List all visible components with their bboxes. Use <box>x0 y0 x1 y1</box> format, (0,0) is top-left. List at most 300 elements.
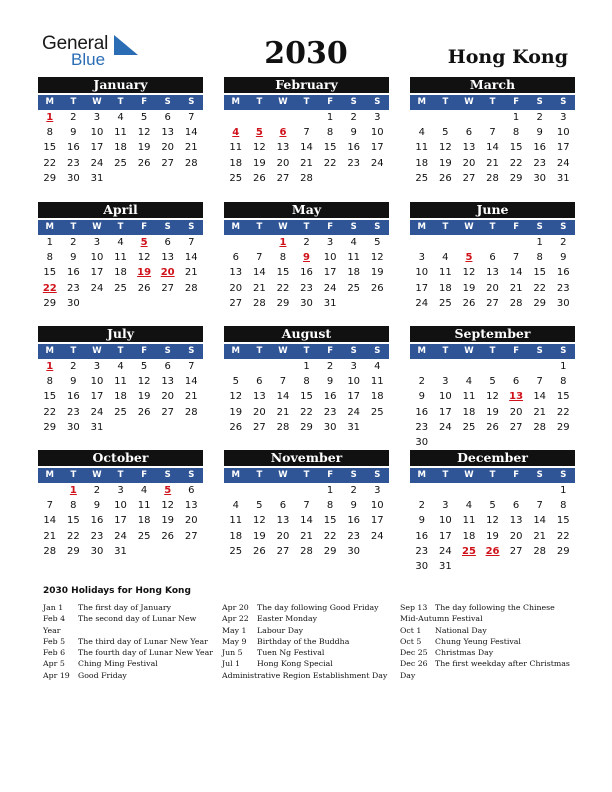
calendar-day: 27 <box>184 530 198 542</box>
empty-day <box>132 420 156 435</box>
calendar-day: 11 <box>229 515 243 527</box>
calendar-day: 2 <box>70 361 77 372</box>
calendar-day: 26 <box>486 421 499 433</box>
empty-day <box>179 296 203 311</box>
calendar-day: 11 <box>439 267 452 279</box>
calendar-day: 26 <box>439 172 452 184</box>
calendar-day: 30 <box>67 421 80 433</box>
weekday-label: W <box>92 346 102 356</box>
calendar-day: 2 <box>326 361 334 372</box>
weekday-header <box>410 220 575 235</box>
calendar-day: 17 <box>323 267 337 279</box>
holiday-day: 1 <box>279 237 287 248</box>
calendar-day: 9 <box>93 500 101 512</box>
calendar-day: 23 <box>533 157 547 169</box>
empty-day <box>434 235 458 250</box>
calendar-day: 6 <box>465 127 473 139</box>
empty-day <box>481 235 505 250</box>
empty-day <box>295 483 319 498</box>
week-row <box>38 265 203 280</box>
calendar-day: 26 <box>253 545 266 557</box>
weekday-header <box>38 344 203 359</box>
calendar-day: 27 <box>462 172 476 184</box>
empty-day <box>365 296 389 311</box>
calendar-day: 13 <box>184 500 198 512</box>
calendar-day: 11 <box>229 142 243 154</box>
calendar-day: 22 <box>509 157 523 169</box>
month-december <box>410 450 575 574</box>
week-row <box>224 544 389 559</box>
holiday-name: The day following Good Friday <box>257 603 379 612</box>
empty-day <box>179 544 203 559</box>
calendar-day: 8 <box>46 252 53 264</box>
weekday-label: T <box>256 222 263 232</box>
calendar-day: 20 <box>229 282 243 294</box>
calendar-day: 14 <box>276 391 290 403</box>
calendar-day: 18 <box>439 282 452 294</box>
holiday-day: 5 <box>164 485 172 496</box>
calendar-day: 28 <box>184 282 198 294</box>
calendar-day: 19 <box>137 391 151 403</box>
calendar-day: 3 <box>418 252 425 264</box>
calendar-day: 19 <box>137 142 151 154</box>
calendar-day: 6 <box>164 361 171 372</box>
calendar-day: 18 <box>114 391 127 403</box>
calendar-day: 30 <box>67 297 80 309</box>
holiday-name: The first weekday after Christmas Day <box>400 659 570 680</box>
holiday-name: Ching Ming Festival <box>78 659 158 669</box>
empty-day <box>365 420 389 435</box>
calendar-day: 31 <box>439 560 452 572</box>
calendar-day: 25 <box>114 157 127 169</box>
calendar-day: 17 <box>90 267 104 279</box>
calendar-day: 9 <box>536 127 543 139</box>
calendar-day: 3 <box>374 485 381 496</box>
calendar-day: 9 <box>70 252 77 264</box>
holiday-name: Labour Day <box>257 625 304 635</box>
weekday-label: S <box>350 470 357 480</box>
calendar-day: 5 <box>232 376 239 388</box>
weekday-label: T <box>70 346 77 356</box>
calendar-day: 22 <box>43 406 57 418</box>
month-may <box>224 202 389 311</box>
calendar-day: 12 <box>137 252 151 264</box>
calendar-day: 2 <box>70 112 77 123</box>
calendar-day: 6 <box>279 500 287 512</box>
holiday-date: Apr 5 <box>43 659 65 669</box>
calendar-day: 6 <box>512 500 520 512</box>
calendar-day: 6 <box>512 376 520 388</box>
calendar-day: 9 <box>70 376 77 388</box>
calendar-day: 11 <box>462 515 476 527</box>
calendar-day: 13 <box>161 376 175 388</box>
calendar-day: 1 <box>46 237 53 248</box>
calendar-day: 9 <box>560 252 567 264</box>
weekday-label: W <box>464 222 474 232</box>
week-row <box>38 281 203 296</box>
calendar-day: 3 <box>326 237 334 248</box>
holiday-date: Jun 5 <box>222 648 243 658</box>
calendar-day: 2 <box>560 237 567 248</box>
empty-day <box>365 171 389 186</box>
week-row <box>410 156 575 171</box>
month-february <box>224 77 389 186</box>
calendar-day: 16 <box>415 530 429 542</box>
weekday-label: F <box>141 470 147 480</box>
empty-day <box>295 110 319 125</box>
weekday-label: M <box>45 346 55 356</box>
weekday-header <box>224 344 389 359</box>
calendar-day: 6 <box>232 252 239 264</box>
holiday-name: Hong Kong Special Administrative Region Establishment Day <box>222 659 388 680</box>
calendar-day: 17 <box>370 142 384 154</box>
calendar-day: 19 <box>229 406 243 418</box>
calendar-day: 2 <box>536 112 543 123</box>
calendar-day: 18 <box>114 142 127 154</box>
calendar-day: 19 <box>253 530 266 542</box>
empty-day <box>318 171 342 186</box>
calendar-day: 2 <box>418 500 425 512</box>
calendar-day: 11 <box>347 252 361 264</box>
empty-day <box>504 235 528 250</box>
holiday-date: Apr 19 <box>43 670 70 680</box>
calendar-day: 11 <box>370 376 384 388</box>
calendar-day: 15 <box>276 267 290 279</box>
holiday-date: Oct 1 <box>400 625 422 635</box>
holiday-date: Oct 5 <box>400 636 422 646</box>
calendar-day: 7 <box>536 500 543 512</box>
calendar-day: 26 <box>253 172 266 184</box>
calendar-day: 4 <box>350 237 357 248</box>
calendar-day: 1 <box>560 361 567 372</box>
weekday-label: S <box>350 222 357 232</box>
calendar-day: 1 <box>512 112 520 123</box>
empty-day <box>248 359 272 374</box>
week-row <box>410 171 575 186</box>
empty-day <box>224 235 248 250</box>
calendar-day: 21 <box>300 157 313 169</box>
calendar-day: 30 <box>415 436 429 448</box>
weekday-header <box>224 220 389 235</box>
calendar-day: 20 <box>462 157 476 169</box>
weekday-label: T <box>303 346 310 356</box>
calendar-day: 27 <box>509 545 523 557</box>
calendar-day: 16 <box>67 267 80 279</box>
calendar-day: 14 <box>43 515 57 527</box>
empty-day <box>248 235 272 250</box>
week-row <box>38 359 203 374</box>
week-row <box>410 529 575 544</box>
empty-day <box>410 483 434 498</box>
calendar-day: 23 <box>556 282 570 294</box>
holiday-date: Dec 26 <box>400 659 428 669</box>
calendar-day: 17 <box>114 515 127 527</box>
calendar-day: 24 <box>415 297 429 309</box>
calendar-day: 8 <box>279 252 287 264</box>
calendar-day: 25 <box>137 530 151 542</box>
calendar-day: 20 <box>161 391 175 403</box>
logo-text-blue: Blue <box>71 50 106 69</box>
calendar-day: 16 <box>323 391 337 403</box>
weekday-label: T <box>442 470 449 480</box>
calendar-day: 1 <box>560 485 567 496</box>
holidays-title: 2030 Holidays for Hong Kong <box>43 586 191 596</box>
week-row <box>38 420 203 435</box>
holiday-name: Easter Monday <box>257 614 318 624</box>
calendar-day: 23 <box>347 530 361 542</box>
empty-day <box>132 296 156 311</box>
weekday-label: S <box>350 97 357 107</box>
calendar-day: 15 <box>533 267 547 279</box>
holiday-item <box>222 647 392 658</box>
month-title: June <box>410 202 575 218</box>
calendar-day: 12 <box>229 391 243 403</box>
calendar-day: 5 <box>489 500 496 512</box>
empty-day <box>481 559 505 574</box>
weekday-label: S <box>374 97 381 107</box>
calendar-day: 24 <box>439 421 452 433</box>
calendar-day: 8 <box>303 376 310 388</box>
weekday-label: S <box>560 222 567 232</box>
calendar-day: 3 <box>442 500 449 512</box>
holiday-date: Jul 1 <box>222 659 241 669</box>
weekday-label: W <box>464 346 474 356</box>
calendar-day: 22 <box>533 282 547 294</box>
calendar-day: 7 <box>188 361 195 372</box>
logo-text-general: General <box>42 33 109 54</box>
holiday-name: The third day of Lunar New Year <box>78 636 208 646</box>
calendar-day: 28 <box>533 421 547 433</box>
calendar-day: 10 <box>556 127 570 139</box>
calendar-day: 14 <box>184 252 198 264</box>
weekday-label: T <box>303 222 310 232</box>
calendar-day: 8 <box>560 500 567 512</box>
calendar-day: 16 <box>556 267 570 279</box>
calendar-day: 1 <box>303 361 310 372</box>
calendar-day: 4 <box>442 252 449 264</box>
month-november <box>224 450 389 559</box>
empty-day <box>248 110 272 125</box>
calendar-day: 10 <box>370 127 384 139</box>
calendar-day: 5 <box>256 500 263 512</box>
calendar-day: 21 <box>184 267 198 279</box>
calendar-day: 10 <box>415 267 429 279</box>
calendar-day: 15 <box>509 142 523 154</box>
week-row <box>224 389 389 404</box>
calendar-day: 18 <box>229 530 243 542</box>
week-row <box>224 529 389 544</box>
calendar-day: 14 <box>300 515 313 527</box>
week-row <box>410 110 575 125</box>
calendar-day: 8 <box>326 127 334 139</box>
calendar-year: 2030 <box>264 36 348 71</box>
calendar-day: 25 <box>370 406 384 418</box>
weekday-label: S <box>374 346 381 356</box>
calendar-day: 29 <box>276 297 290 309</box>
empty-day <box>410 110 434 125</box>
holiday-name: Birthday of the Buddha <box>257 636 350 646</box>
week-row <box>224 140 389 155</box>
calendar-day: 9 <box>350 500 357 512</box>
calendar-day: 28 <box>184 406 198 418</box>
week-row <box>38 296 203 311</box>
empty-day <box>342 296 366 311</box>
week-row <box>38 405 203 420</box>
weekday-label: S <box>560 346 567 356</box>
weekday-label: T <box>489 97 496 107</box>
weekday-label: F <box>141 346 147 356</box>
calendar-day: 1 <box>326 485 334 496</box>
calendar-day: 30 <box>90 545 104 557</box>
calendar-day: 15 <box>556 391 570 403</box>
calendar-day: 21 <box>533 406 547 418</box>
calendar-day: 8 <box>512 127 520 139</box>
month-title: September <box>410 326 575 342</box>
holiday-item <box>43 670 213 681</box>
calendar-day: 19 <box>439 157 452 169</box>
calendar-day: 4 <box>374 361 381 372</box>
weekday-label: W <box>464 470 474 480</box>
empty-day <box>342 171 366 186</box>
empty-day <box>224 110 248 125</box>
holiday-item <box>222 602 392 613</box>
holiday-name: The second day of Lunar New Year <box>43 614 197 635</box>
holiday-item <box>400 625 570 636</box>
empty-day <box>156 420 180 435</box>
calendar-day: 4 <box>465 376 473 388</box>
month-october <box>38 450 203 559</box>
weekday-label: M <box>231 97 241 107</box>
calendar-day: 7 <box>279 376 287 388</box>
calendar-day: 10 <box>90 252 104 264</box>
holiday-date: Jan 1 <box>43 603 64 612</box>
weekday-label: S <box>188 222 195 232</box>
week-row <box>38 389 203 404</box>
calendar-day: 31 <box>323 297 337 309</box>
empty-day <box>109 420 133 435</box>
holiday-day: 5 <box>140 237 148 248</box>
calendar-day: 1 <box>536 237 543 248</box>
calendar-day: 25 <box>114 282 127 294</box>
calendar-day: 31 <box>347 421 361 433</box>
month-title: July <box>38 326 203 342</box>
week-row <box>224 420 389 435</box>
weekday-label: S <box>560 470 567 480</box>
holiday-date: Apr 20 <box>222 603 249 612</box>
weekday-label: W <box>278 97 288 107</box>
week-row <box>410 559 575 574</box>
calendar-day: 13 <box>276 142 290 154</box>
calendar-day: 14 <box>184 127 198 139</box>
holiday-date: Dec 25 <box>400 648 428 658</box>
calendar-day: 12 <box>253 515 266 527</box>
calendar-day: 8 <box>46 376 53 388</box>
weekday-label: M <box>45 470 55 480</box>
calendar-day: 8 <box>70 500 77 512</box>
month-title: August <box>224 326 389 342</box>
holiday-day: 4 <box>232 127 240 139</box>
calendar-day: 16 <box>67 391 80 403</box>
calendar-day: 17 <box>439 530 452 542</box>
empty-day <box>481 483 505 498</box>
week-row <box>410 235 575 250</box>
weekday-label: F <box>141 222 147 232</box>
holiday-name: National Day <box>435 625 487 635</box>
calendar-day: 12 <box>486 391 499 403</box>
holiday-day: 1 <box>69 485 77 496</box>
empty-day <box>434 483 458 498</box>
holiday-item <box>400 658 570 681</box>
calendar-day: 30 <box>533 172 547 184</box>
calendar-day: 31 <box>114 545 127 557</box>
calendar-day: 9 <box>326 376 334 388</box>
weekday-label: F <box>327 97 333 107</box>
holiday-day: 25 <box>461 545 476 557</box>
calendar-day: 10 <box>323 252 337 264</box>
calendar-day: 13 <box>253 391 266 403</box>
weekday-label: W <box>92 470 102 480</box>
calendar-day: 3 <box>117 485 124 496</box>
holiday-day: 19 <box>137 267 152 279</box>
weekday-label: M <box>45 97 55 107</box>
week-row <box>410 513 575 528</box>
month-title: May <box>224 202 389 218</box>
calendar-day: 14 <box>253 267 266 279</box>
calendar-day: 31 <box>556 172 570 184</box>
holiday-item <box>222 613 392 624</box>
calendar-day: 8 <box>560 376 567 388</box>
month-title: March <box>410 77 575 93</box>
weekday-label: M <box>417 346 427 356</box>
calendar-day: 24 <box>90 157 104 169</box>
calendar-day: 18 <box>229 157 243 169</box>
calendar-day: 6 <box>256 376 263 388</box>
holiday-date: Apr 22 <box>222 614 249 624</box>
calendar-day: 4 <box>117 237 124 248</box>
calendar-day: 22 <box>556 530 570 542</box>
calendar-day: 15 <box>323 515 337 527</box>
holiday-item <box>43 647 213 658</box>
calendar-day: 20 <box>276 530 290 542</box>
calendar-day: 26 <box>229 421 243 433</box>
calendar-day: 8 <box>536 252 543 264</box>
calendar-day: 12 <box>137 376 151 388</box>
calendar-day: 24 <box>347 406 361 418</box>
empty-day <box>434 110 458 125</box>
calendar-day: 15 <box>43 142 57 154</box>
weekday-label: W <box>464 97 474 107</box>
empty-day <box>179 171 203 186</box>
calendar-day: 22 <box>276 282 290 294</box>
empty-day <box>132 171 156 186</box>
calendar-day: 10 <box>114 500 127 512</box>
holiday-item <box>43 613 213 636</box>
calendar-day: 7 <box>303 500 310 512</box>
calendar-day: 19 <box>462 282 476 294</box>
calendar-day: 23 <box>415 545 429 557</box>
calendar-day: 12 <box>137 127 151 139</box>
month-title: February <box>224 77 389 93</box>
week-row <box>38 529 203 544</box>
calendar-day: 20 <box>486 282 499 294</box>
calendar-day: 18 <box>462 406 476 418</box>
calendar-day: 21 <box>184 391 198 403</box>
calendar-day: 21 <box>253 282 266 294</box>
calendar-day: 23 <box>90 530 104 542</box>
calendar-day: 2 <box>93 485 101 496</box>
calendar-day: 26 <box>137 406 151 418</box>
calendar-day: 21 <box>276 406 290 418</box>
